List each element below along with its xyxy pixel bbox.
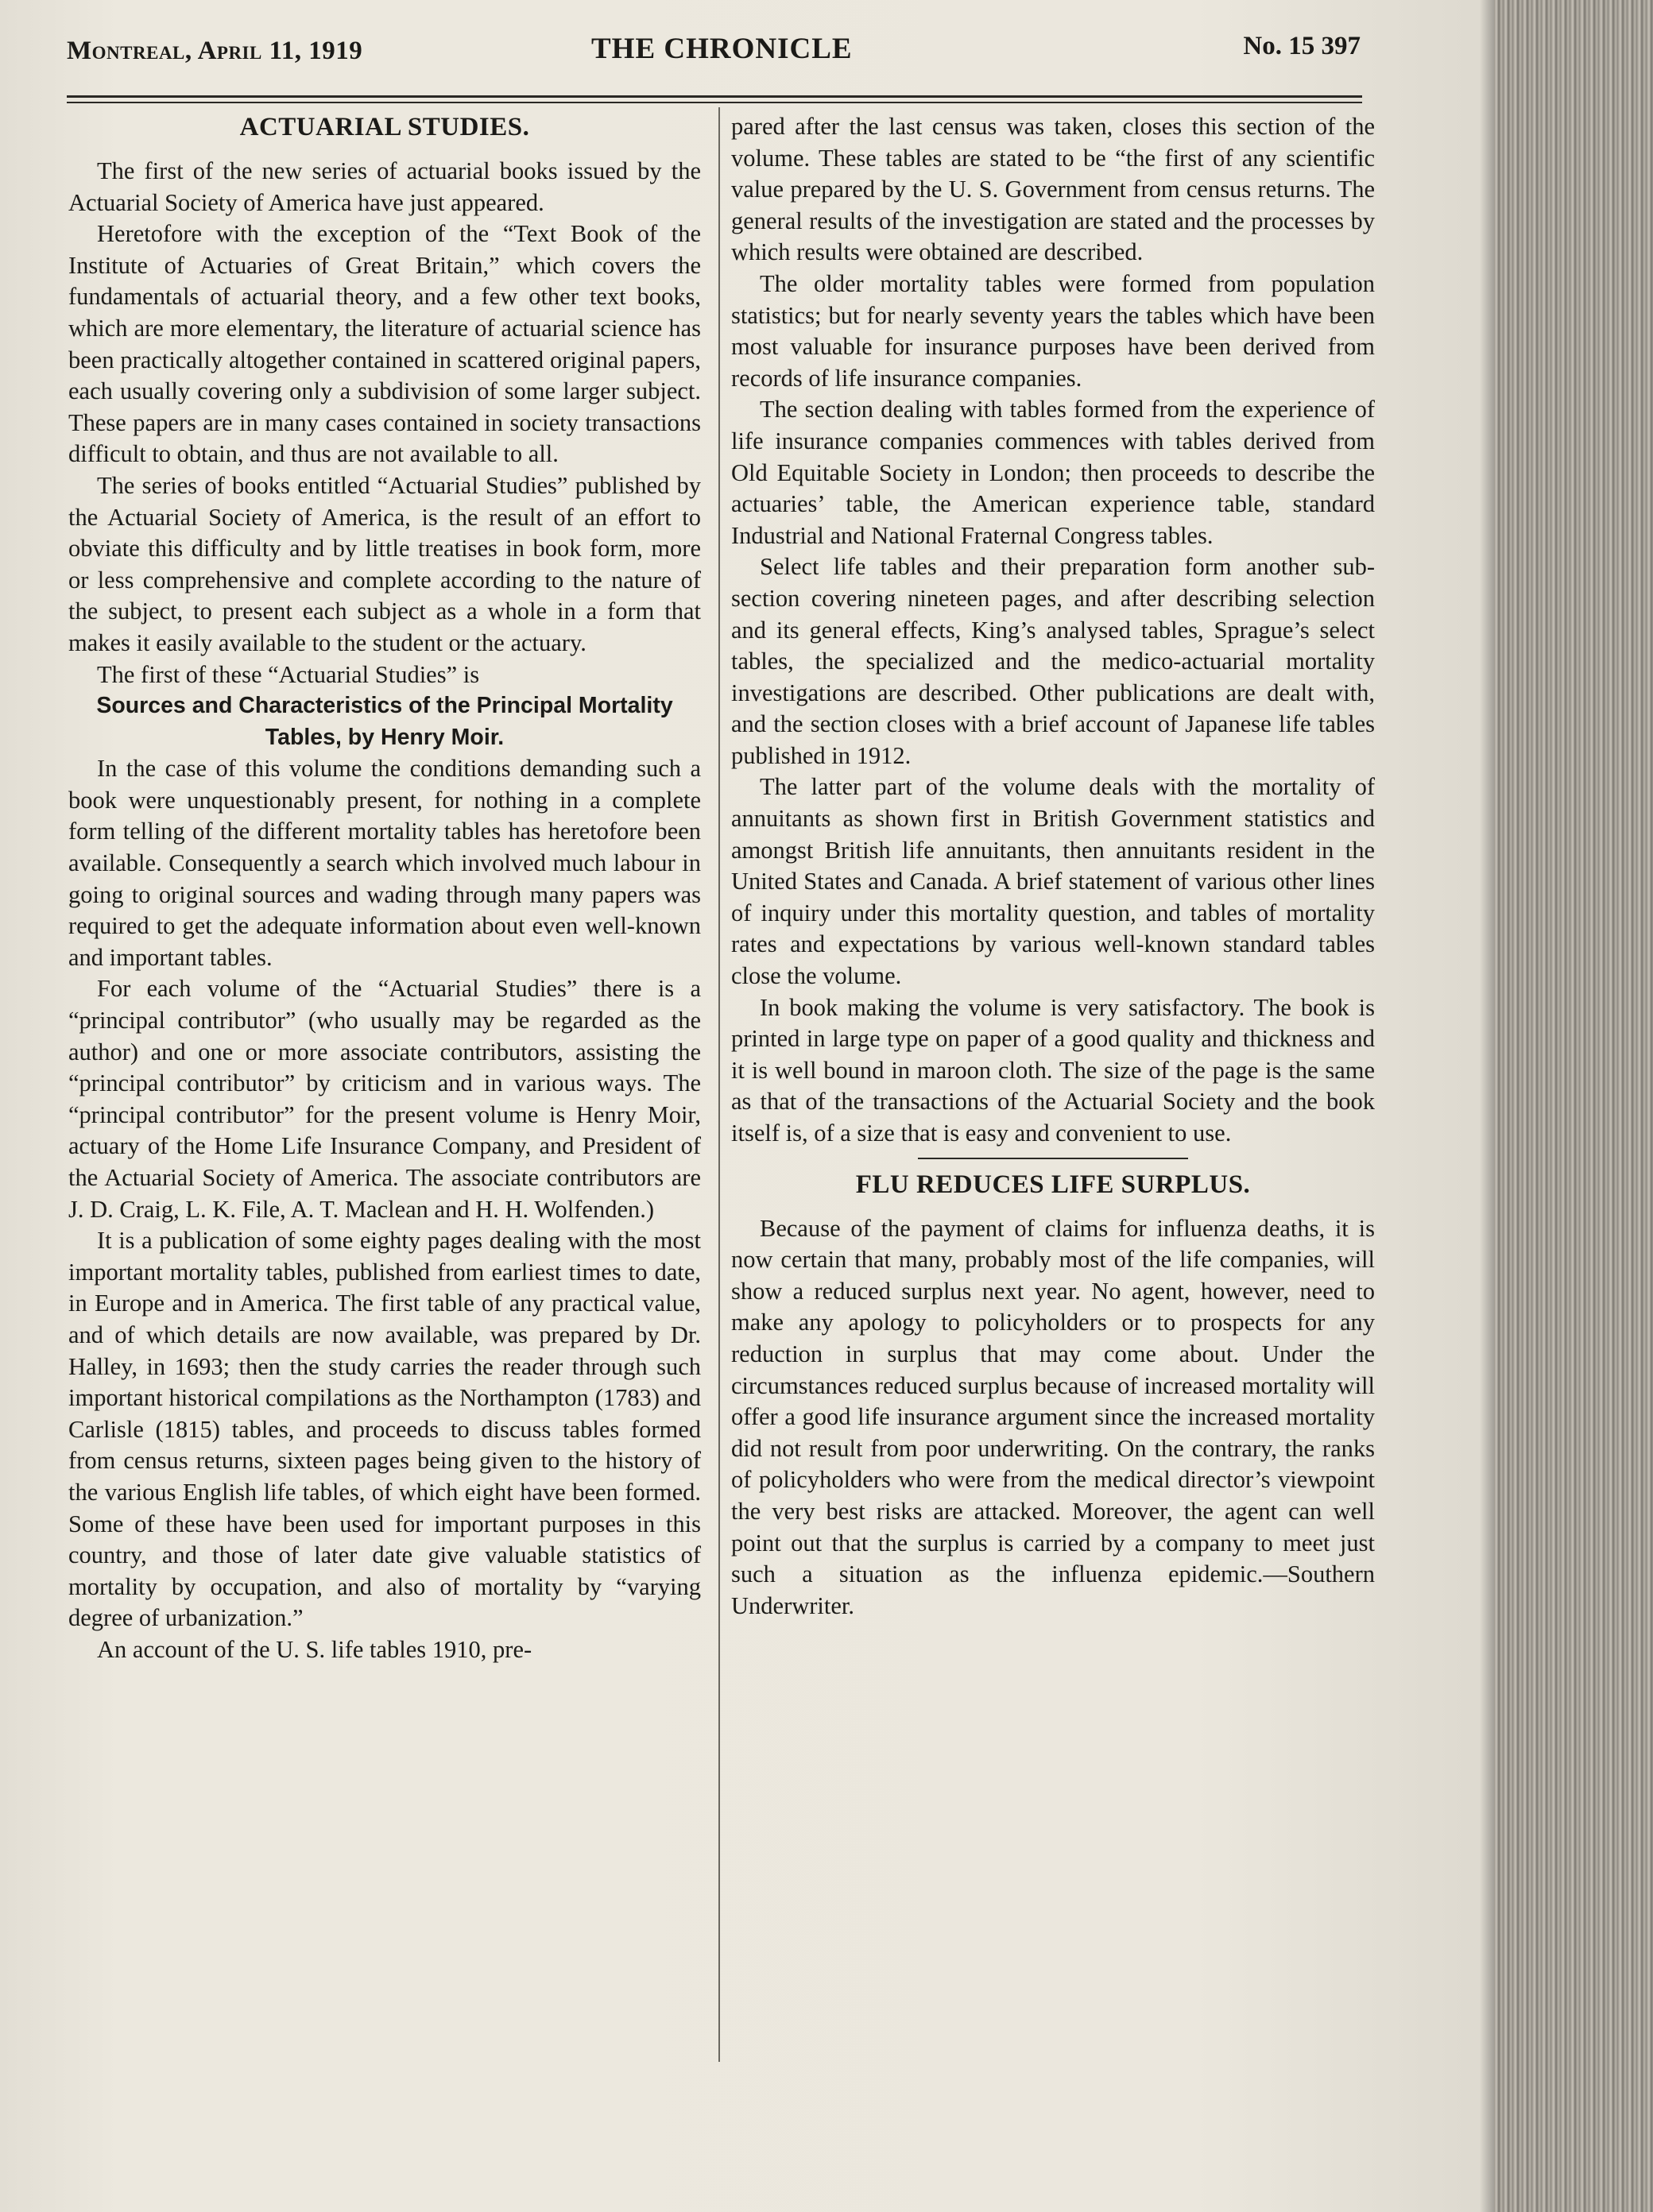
article-paragraph: The first of the new series of actuarial books issued by the Actuarial Society of America have just appeared.	[68, 157, 701, 216]
article-separator	[918, 1158, 1188, 1159]
article-paragraph: For each volume of the “Actuarial Studies” there is a “principal contributor” (who usually may be regarded as the author) and one or more associate contributors, assisting the “principal contributor” by criticism and in various ways. The “principal contributor” for the present volume is Henry Moir, actuary of the Home Life Insurance Company, and President of the Actuarial Society of America. The associate contributors are J. D. Craig, L. K. File, A. T. Maclean and H. H. Wolfenden.)	[68, 975, 701, 1223]
article-paragraph: pared after the last census was taken, closes this section of the volume. These tables are stated to be “the first of any scientific value prepared by the U. S. Government from census returns. The general results of the investigation are stated and the processes by which results were obtained are described.	[731, 113, 1375, 266]
article-paragraph: The series of books entitled “Actuarial Studies” published by the Actuarial Society of America, is the result of an effort to obviate this difficulty and by little treatises in book form, more or less comprehensive and complete according to the nature of the subject, to present each subject as a whole in a form that makes it easily available to the student or the actuary.	[68, 471, 701, 656]
article-paragraph: The latter part of the volume deals with the mortality of annuitants as shown first in British Government statistics and amongst British life annuitants, then annuitants resident in the United States and Canada. A brief statement of various other lines of inquiry under this mortality question, and tables of mortality rates and expectations by various well-known standard tables close the volume.	[731, 773, 1375, 990]
article-paragraph: Because of the payment of claims for influenza deaths, it is now certain that many, probably most of the life companies, will show a reduced surplus next year. No agent, however, need to make any apology to policyholders or to prospects for any reduction in surplus that may come about. Under the circumstances reduced surplus because of increased mortality will offer a good life insurance argument since the increased mortality did not result from poor underwriting. On the contrary, the ranks of policyholders who were from the medical director’s viewpoint the very best risks are attacked. Moreover, the agent can well point out that the surplus is carried by a company to meet just such a situation as the influenza epidemic.—Southern Underwriter.	[731, 1214, 1375, 1619]
publication-title: THE CHRONICLE	[591, 33, 853, 65]
running-head	[67, 32, 1361, 72]
page-edges	[1494, 0, 1653, 2212]
article-paragraph: In book making the volume is very satisfactory. The book is printed in large type on paper of a good quality and thickness and it is well bound in maroon cloth. The size of the page is the same as that of the transactions of the Actuarial Society and the book itself is, of a size that is easy and convenient to use.	[731, 993, 1375, 1147]
article-paragraph: Heretofore with the exception of the “Text Book of the Institute of Actuaries of Great Britain,” which covers the fundamentals of actuarial theory, and a few other text books, which are more elementary, the literature of actuarial science has been practically altogether contained in scattered original papers, each usually covering only a subdivision of some larger subject. These papers are in many cases contained in society transactions difficult to obtain, and thus are not available to all.	[68, 220, 701, 468]
issue-page-number: No. 15 397	[1243, 32, 1361, 60]
article-paragraph: In the case of this volume the conditions demanding such a book were unquestionably present, for nothing in a complete form telling of the different mortality tables has heretofore been available. Consequently a search which involved much labour in going to original sources and wading through many papers was required to get the adequate information about even well-known and important tables.	[68, 755, 701, 971]
header-rule-secondary	[67, 102, 1362, 103]
right-column	[731, 111, 1375, 1622]
article-title: FLU REDUCES LIFE SURPLUS.	[855, 1170, 1251, 1199]
book-title: Sources and Characteristics of the Principal Mortality Tables, by Henry Moir.	[96, 693, 673, 750]
article-paragraph: It is a publication of some eighty pages dealing with the most important mortality tables, published from earliest times to date, in Europe and in America. The first table of any practical value, and of which details are now available, was prepared by Dr. Halley, in 1693; then the study carries the reader through such important historical compilations as the Northampton (1783) and Carlisle (1815) tables, and proceeds to discuss tables formed from census returns, sixteen pages being given to the history of the various English life tables, of which eight have been formed. Some of these have been used for important purposes in this country, and those of later date give valuable statistics of mortality by occupation, and also of mortality by “varying degree of urbanization.”	[68, 1227, 701, 1632]
article-paragraph: An account of the U. S. life tables 1910, pre-	[97, 1635, 532, 1663]
header-date: Montreal, April 11, 1919	[67, 37, 363, 65]
header-rule	[67, 95, 1362, 98]
column-divider	[718, 107, 720, 2062]
article-title: ACTUARIAL STUDIES.	[239, 113, 530, 141]
article-paragraph: Select life tables and their preparation form another sub-section covering nineteen pages, and after describing selection and its general effects, King’s analysed tables, Sprague’s select tables, the specialized and the medico-actuarial mortality investigations are described. Other publications are dealt with, and the section closes with a brief account of Japanese life tables published in 1912.	[731, 553, 1375, 769]
article-paragraph: The section dealing with tables formed from the experience of life insurance companies commences with tables derived from Old Equitable Society in London; then proceeds to describe the actuaries’ table, the American experience table, standard Industrial and National Fraternal Congress tables.	[731, 396, 1375, 549]
left-column	[68, 111, 701, 1666]
article-paragraph: The older mortality tables were formed from population statistics; but for nearly seventy years the tables which have been most valuable for insurance purposes have been derived from records of life insurance companies.	[731, 269, 1375, 392]
article-paragraph: The first of these “Actuarial Studies” is	[97, 660, 480, 688]
